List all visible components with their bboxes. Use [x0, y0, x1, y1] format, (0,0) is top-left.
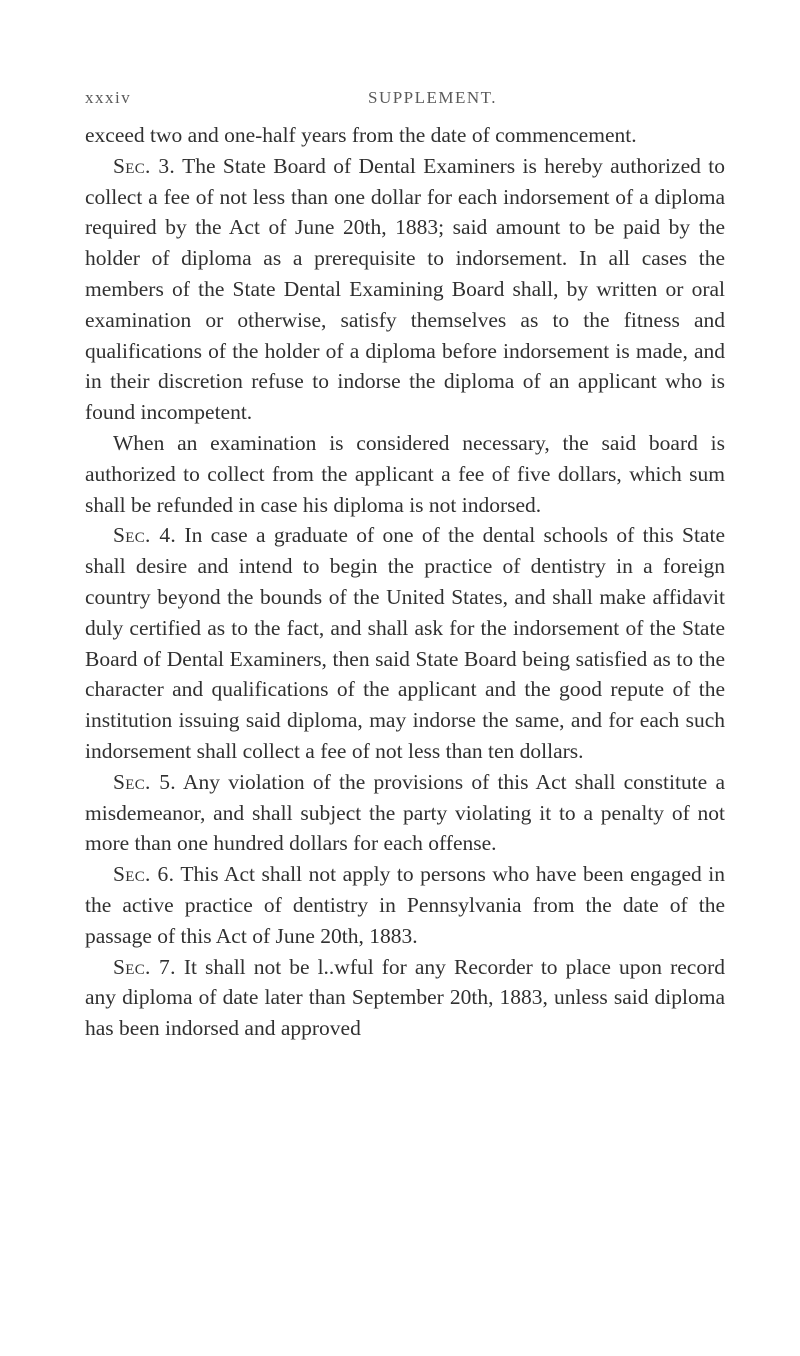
- paragraph: [85, 120, 725, 151]
- page-header: [85, 88, 725, 112]
- paragraph: [85, 952, 725, 1044]
- section-label: Sec. 6.: [113, 862, 175, 887]
- paragraph-text: In case a graduate of one of the dental schools of this State shall desire and intend to begin the practice of dentistry in a foreign country beyond the bounds of the United States, and shall make affidavit duly certified as to the fact, and shall ask for the indorsement of the State Board of Dental Examiners, then said State Board being satisfied as to the character and qualifications of the applicant and the good repute of the institution issuing said diploma, may indorse the same, and for each such indorsement shall collect a fee of not less than ten dollars.: [85, 523, 725, 763]
- paragraph-text: This Act shall not apply to persons who have been engaged in the active practice of dentistry in Pennsylvania from the date of the passage of this Act of June 20th, 1883.: [85, 862, 725, 948]
- section-label: Sec. 4.: [113, 523, 177, 548]
- paragraph: [85, 428, 725, 520]
- paragraph-text: The State Board of Dental Examiners is hereby authorized to collect a fee of not less than one dollar for each indorsement of a diploma required by the Act of June 20th, 1883; said amount to be paid by the holder of diploma as a prerequisite to indorsement. In all cases the members of the State Dental Examining Board shall, by written or oral examination or otherwise, satisfy themselves as to the fitness and qualifications of the holder of a diploma before indorsement is made, and in their discretion refuse to indorse the diploma of an applicant who is found incompetent.: [85, 153, 725, 425]
- page-number: xxxiv: [85, 88, 132, 107]
- section-label: Sec. 3.: [113, 153, 176, 178]
- paragraph-text: Any violation of the provisions of this Act shall constitute a misdemeanor, and shall subject the party violating it to a penalty of not more than one hundred dollars for each offense.: [85, 769, 725, 856]
- section-label: Sec. 5.: [113, 769, 176, 794]
- paragraph: [85, 520, 725, 766]
- paragraph: [85, 859, 725, 951]
- paragraph: [85, 767, 725, 859]
- body-text: [85, 120, 725, 1044]
- running-head: SUPPLEMENT.: [368, 88, 498, 107]
- section-label: Sec. 7.: [113, 954, 176, 979]
- paragraph-text: When an examination is considered necessary, the said board is authorized to collect from the applicant a fee of five dollars, which sum shall be refunded in case his diploma is not indorsed.: [85, 430, 725, 517]
- paragraph-text: exceed two and one-half years from the date of commencement.: [85, 123, 637, 147]
- paragraph-text: It shall not be l..wful for any Recorder to place upon record any diploma of date later than September 20th, 1883, unless said diploma has been indorsed and approved: [85, 954, 725, 1041]
- paragraph: [85, 151, 725, 428]
